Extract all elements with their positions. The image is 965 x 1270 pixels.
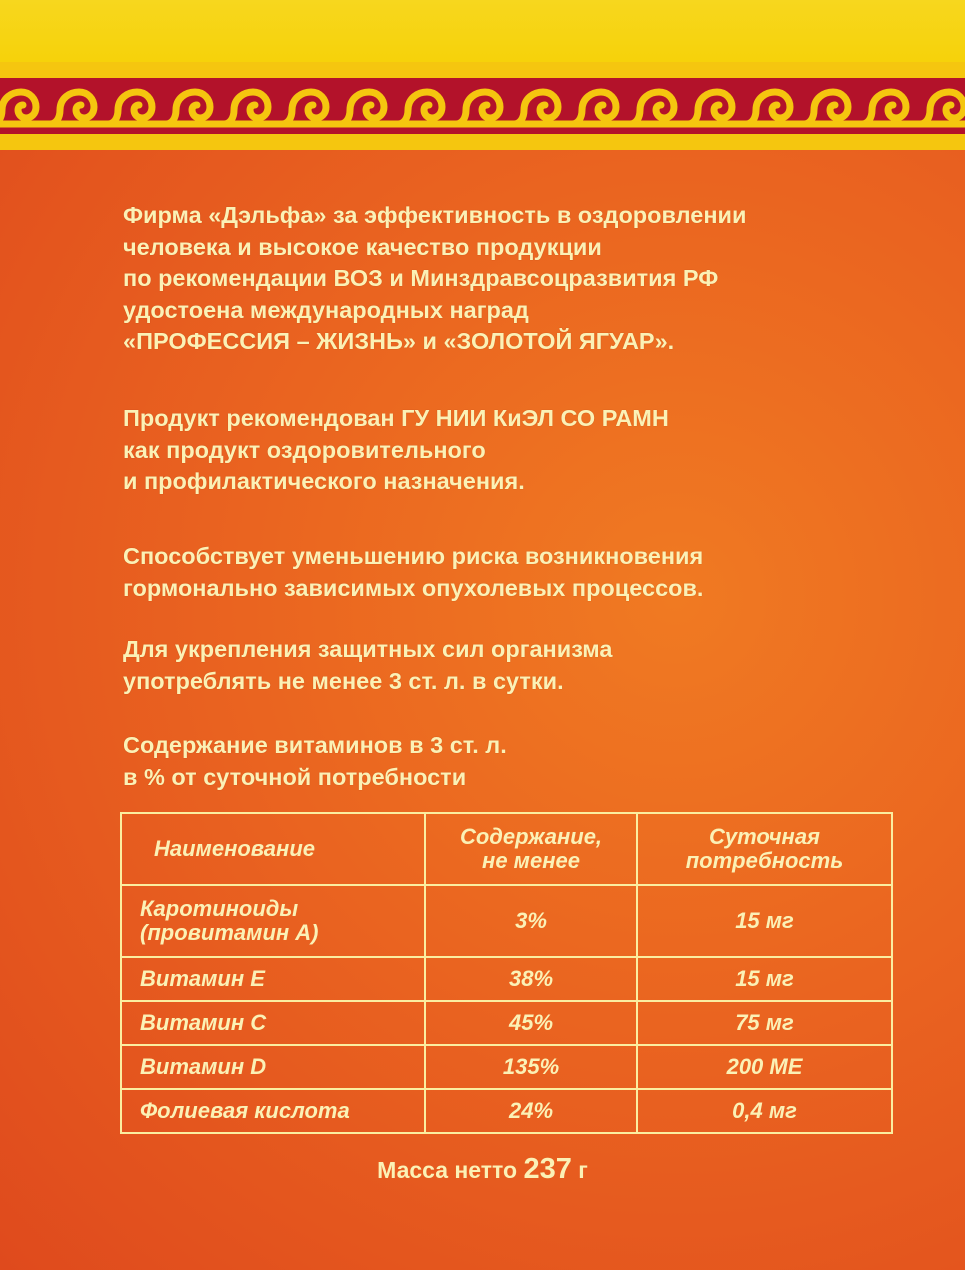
- cell-content: 3%: [425, 885, 637, 957]
- text-line: Фирма «Дэльфа» за эффективность в оздоровлении: [123, 202, 747, 228]
- cell-name: Витамин С: [121, 1001, 425, 1045]
- text-line: и профилактического назначения.: [123, 468, 525, 494]
- cell-name-line: Каротиноиды: [140, 896, 299, 921]
- text-line: Для укрепления защитных сил организма: [123, 636, 613, 662]
- cell-name: Витамин D: [121, 1045, 425, 1089]
- header-content-line: не менее: [482, 848, 580, 873]
- cell-daily: 15 мг: [637, 957, 892, 1001]
- cell-content: 45%: [425, 1001, 637, 1045]
- recommendation-paragraph: [123, 403, 923, 498]
- header-daily-line: Суточная: [708, 824, 821, 849]
- text-line: Содержание витаминов в 3 ст. л.: [123, 732, 507, 758]
- cell-name-line: (провитамин А): [140, 920, 319, 945]
- cell-content: 38%: [425, 957, 637, 1001]
- table-row: [121, 1045, 892, 1089]
- vitamin-table: [120, 812, 893, 1134]
- text-line: как продукт оздоровительного: [123, 436, 486, 463]
- text-line: гормонально зависимых опухолевых процессов.: [123, 574, 704, 601]
- cell-name: Витамин Е: [121, 957, 425, 1001]
- text-line: в % от суточной потребности: [123, 763, 467, 790]
- table-row: [121, 1089, 892, 1133]
- vitamins-caption: [123, 730, 923, 793]
- table-row: [121, 957, 892, 1001]
- header-daily-line: потребность: [685, 848, 844, 873]
- text-line: употреблять не менее 3 ст. л. в сутки.: [123, 667, 564, 694]
- awards-paragraph: [123, 200, 923, 358]
- net-weight-value: 237: [523, 1153, 572, 1185]
- text-line: Способствует уменьшению риска возникновения: [123, 543, 704, 569]
- net-weight-label: Масса нетто: [377, 1157, 518, 1183]
- net-weight-unit: г: [578, 1157, 588, 1183]
- risk-paragraph: [123, 541, 923, 604]
- net-weight: [0, 1153, 965, 1186]
- cell-daily: 200 МЕ: [637, 1045, 892, 1089]
- table-row: [121, 885, 892, 957]
- text-line: по рекомендации ВОЗ и Минздравсоцразвития РФ: [123, 265, 719, 291]
- cell-daily: 0,4 мг: [637, 1089, 892, 1133]
- text-line: Продукт рекомендован ГУ НИИ КиЭЛ СО РАМН: [123, 405, 669, 431]
- text-line: человека и высокое качество продукции: [123, 233, 602, 260]
- table-header-row: [121, 813, 892, 885]
- cell-content: 24%: [425, 1089, 637, 1133]
- cell-content: 135%: [425, 1045, 637, 1089]
- header-name: Наименование: [121, 813, 425, 885]
- cell-name: [121, 885, 425, 957]
- cell-name: Фолиевая кислота: [121, 1089, 425, 1133]
- cell-daily: 15 мг: [637, 885, 892, 957]
- header-daily: [637, 813, 892, 885]
- wave-ornament-border: [0, 62, 965, 150]
- top-yellow-strip: [0, 0, 965, 62]
- header-content-line: Содержание,: [459, 824, 603, 849]
- header-content: [425, 813, 637, 885]
- cell-daily: 75 мг: [637, 1001, 892, 1045]
- text-line: удостоена международных наград: [123, 296, 529, 323]
- table-row: [121, 1001, 892, 1045]
- usage-paragraph: [123, 634, 923, 697]
- text-line: «ПРОФЕССИЯ – ЖИЗНЬ» и «ЗОЛОТОЙ ЯГУАР».: [123, 328, 675, 354]
